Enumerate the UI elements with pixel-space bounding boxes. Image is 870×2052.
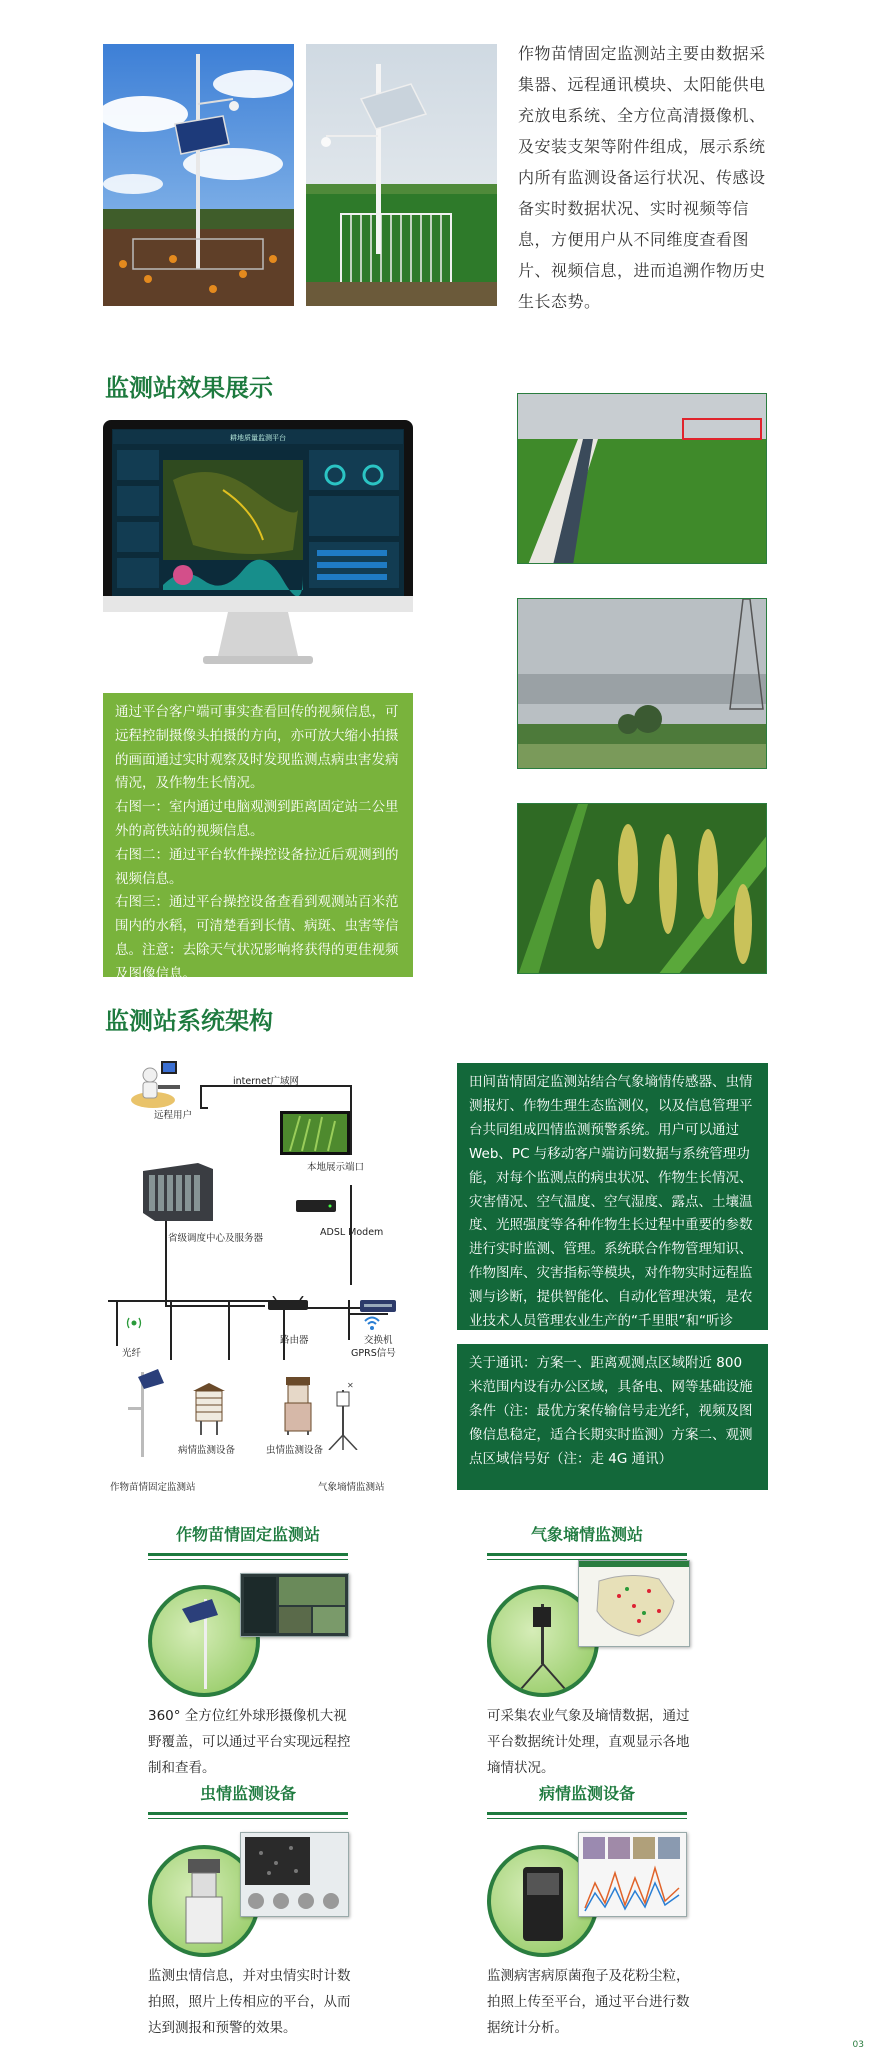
card-rule [487, 1812, 687, 1815]
card-rule [148, 1812, 348, 1815]
remote-user-label: 远程用户 [154, 1110, 193, 1121]
card-title-weather-station: 气象墒情监测站 [530, 1525, 643, 1544]
card-title-pest-device: 虫情监测设备 [199, 1784, 296, 1803]
disease-device-label: 病情监测设备 [178, 1445, 236, 1456]
card-desc-disease-device: 监测病害病原菌孢子及花粉尘粒，拍照上传至平台，通过平台进行数据统计分析。 [487, 1968, 690, 2036]
communication-description [457, 1344, 768, 1490]
card-title-disease-device: 病情监测设备 [538, 1784, 635, 1803]
adsl-label: ADSL Modem [320, 1227, 384, 1238]
pest-device-screenshot [240, 1832, 349, 1917]
system-text: 田间苗情固定监测站结合气象墒情传感器、虫情测报灯、作物生理生态监测仪，以及信息管理平台共同组成四情监测预警系统。用户可以通过Web、PC 与移动客户端访问数据与系统管理功能，对每个监测点的病虫状况、作物生长情况、灾害情况、空气温度、空气湿度、露点、土壤温度、光照强度等各种作物生长过程中重要的参数进行实时监测、管理。系统联合作物管理知识、作物图库、灾害指标等模块，对作物实时远程监测与诊断，提供智能化、自动化管理决策，是农业技术人员管理农业生产的“千里眼”和“听诊 [469, 1074, 753, 1330]
monitor-image [103, 420, 413, 672]
crop-station-icon [118, 1367, 168, 1457]
local-display-icon [280, 1111, 350, 1155]
switch-label: 交换机 [364, 1335, 393, 1346]
weather-station-icon [323, 1380, 363, 1450]
station-photo-2 [306, 44, 497, 306]
internet-label: internet广域网 [233, 1076, 300, 1087]
card-desc-weather-station: 可采集农业气象及墒情数据，通过平台数据统计处理，直观显示各地墒情状况。 [487, 1708, 690, 1776]
server-label: 省级调度中心及服务器 [168, 1233, 264, 1244]
pest-device-label: 虫情监测设备 [266, 1445, 324, 1456]
crop-station-label: 作物苗情固定监测站 [110, 1482, 196, 1493]
effect-section-title: 监测站效果展示 [105, 374, 273, 402]
crop-station-screenshot [240, 1573, 349, 1637]
effect-description [103, 693, 413, 982]
card-rule [148, 1553, 348, 1556]
remote-user-icon [128, 1055, 188, 1110]
disease-device-icon [193, 1383, 225, 1435]
card-rule [148, 1818, 348, 1819]
effect-photo-3 [517, 803, 767, 974]
page-number: 03 [852, 2040, 864, 2050]
card-desc-crop-station: 360° 全方位红外球形摄像机大视野覆盖，可以通过平台实现远程控制和查看。 [148, 1708, 351, 1776]
architecture-section-title: 监测站系统架构 [105, 1007, 273, 1035]
effect-desc-2: 右图一：室内通过电脑观测到距离固定站二公里外的高铁站的视频信息。 [115, 799, 399, 839]
svg-text:✕: ✕ [347, 1381, 354, 1390]
monitor-screen-title: 耕地质量监测平台 [230, 434, 286, 442]
pest-device-icon [283, 1377, 313, 1435]
effect-desc-1: 通过平台客户端可事实查看回传的视频信息，可远程控制摄像头拍摄的方向，亦可放大缩小拍摄的画面通过实时观察及时发现监测点病虫害发病情况，及作物生长情况。 [115, 704, 399, 792]
architecture-diagram [108, 1045, 408, 1495]
card-rule [487, 1818, 687, 1819]
switch-icon [360, 1297, 396, 1309]
card-title-crop-station: 作物苗情固定监测站 [175, 1525, 320, 1544]
router-label: 路由器 [280, 1335, 309, 1346]
router-icon [268, 1295, 308, 1309]
effect-desc-4: 右图三：通过平台操控设备查看到观测站百米范围内的水稻，可清楚看到长情、病斑、虫害等信息。注意：去除天气状况影响将获得的更佳视频及图像信息。 [115, 894, 399, 982]
weather-station-label: 气象墒情监测站 [318, 1482, 385, 1493]
local-display-label: 本地展示端口 [307, 1162, 365, 1173]
weather-station-screenshot [578, 1560, 690, 1647]
comm-text: 关于通讯：方案一、距离观测点区域附近 800 米范围内设有办公区域，具备电、网等基础设施条件（注：最优方案传输信号走光纤，视频及图像信息稳定，适合长期实时监测）方案二、观测点区域信号好（注：走 4G 通讯） [469, 1355, 753, 1467]
system-description [457, 1063, 768, 1330]
effect-photo-1 [517, 393, 767, 564]
intro-text: 作物苗情固定监测站主要由数据采集器、远程通讯模块、太阳能供电充放电系统、全方位高清摄像机、及安装支架等附件组成，展示系统内所有监测设备运行状况、传感设备实时数据状况、实时视频等信息，方便用户从不同维度查看图片、视频信息，进而追溯作物历史生长态势。 [518, 44, 766, 311]
card-desc-pest-device: 监测虫情信息，并对虫情实时计数拍照，照片上传相应的平台，从而达到测报和预警的效果。 [148, 1968, 351, 2036]
fiber-label: 光纤 [122, 1348, 142, 1359]
gprs-icon [362, 1315, 382, 1331]
server-icon [143, 1163, 213, 1221]
card-rule [487, 1553, 687, 1556]
station-photo-1 [103, 44, 294, 306]
adsl-modem-icon [296, 1197, 336, 1209]
fiber-icon [125, 1315, 143, 1331]
card-rule [148, 1559, 348, 1560]
gprs-label: GPRS信号 [351, 1348, 396, 1359]
disease-device-screenshot [578, 1832, 687, 1917]
effect-desc-3: 右图二：通过平台软件操控设备拉近后观测到的视频信息。 [115, 846, 399, 887]
effect-photo-2 [517, 598, 767, 769]
